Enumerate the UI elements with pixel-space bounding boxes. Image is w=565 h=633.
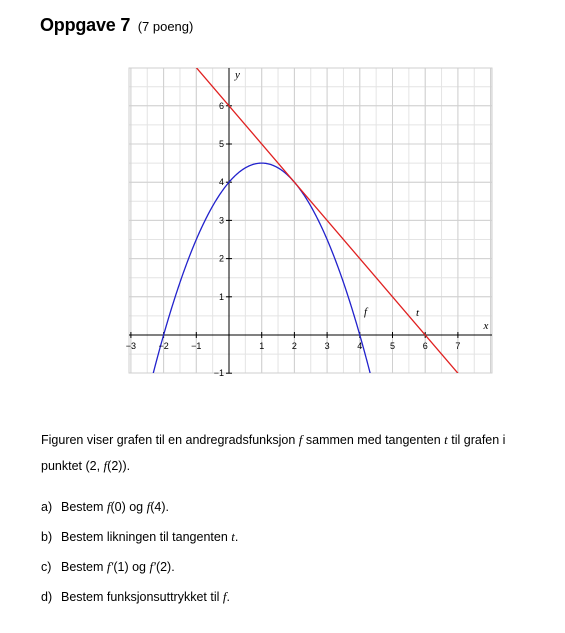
task-b-text1: Bestem likningen til tangenten xyxy=(61,530,232,544)
task-title: Oppgave 7 xyxy=(40,15,131,35)
x-tick-label: 2 xyxy=(291,341,297,351)
task-d-text1: Bestem funksjonsuttrykket til xyxy=(61,590,223,604)
intro-part1: Figuren viser grafen til en andregradsfunksjon xyxy=(41,433,299,447)
task-a-text2: (0) og xyxy=(110,500,147,514)
y-tick-label: 5 xyxy=(218,139,224,149)
line-label-t: t xyxy=(416,307,420,319)
y-tick-label: 4 xyxy=(218,177,224,188)
task-a-m1: f xyxy=(106,499,111,514)
task-a-m2: f xyxy=(146,499,151,514)
grid xyxy=(129,68,492,373)
task-a-label: a) xyxy=(41,500,53,514)
task-d xyxy=(41,589,230,605)
task-c-label: c) xyxy=(41,560,52,574)
x-axis-label: x xyxy=(483,320,489,332)
x-tick-label: −1 xyxy=(191,341,202,351)
x-tick-label: 1 xyxy=(259,341,265,351)
task-c xyxy=(41,559,175,575)
x-tick-label: 4 xyxy=(357,341,363,351)
curve-f xyxy=(151,163,390,400)
intro-fexpr: f xyxy=(103,458,108,473)
intro-f: f xyxy=(298,432,303,447)
task-b-m1: t xyxy=(231,529,235,544)
task-a-text1: Bestem xyxy=(61,500,107,514)
task-c-text3: (2). xyxy=(155,560,175,574)
task-points: (7 poeng) xyxy=(137,19,194,34)
task-c-text1: Bestem xyxy=(61,560,107,574)
x-tick-label: −2 xyxy=(158,341,169,351)
x-tick-label: −3 xyxy=(125,341,137,351)
intro-part3: til grafen i punktet (2, xyxy=(41,433,506,473)
x-tick-label: 5 xyxy=(389,341,396,351)
y-tick-label: −1 xyxy=(213,368,224,379)
intro-text xyxy=(41,427,541,479)
task-b xyxy=(41,529,238,545)
y-tick-label: 6 xyxy=(218,100,224,111)
task-d-m1: f xyxy=(222,589,227,604)
task-c-text2: (1) og xyxy=(113,560,150,574)
intro-part2: sammen med tangenten xyxy=(302,433,445,447)
y-tick-label: 2 xyxy=(218,253,224,264)
curve-label-f: f xyxy=(364,306,368,318)
task-c-m1: f′ xyxy=(106,559,114,574)
y-axis-label: y xyxy=(235,69,240,81)
task-b-text2: . xyxy=(234,530,239,544)
y-tick-label: 1 xyxy=(218,291,224,302)
task-a-text3: (4). xyxy=(150,500,169,514)
task-b-label: b) xyxy=(41,530,53,544)
x-tick-label: 3 xyxy=(324,341,330,351)
task-a xyxy=(41,499,169,515)
x-tick-label: 6 xyxy=(422,341,428,351)
intro-part4: (2)). xyxy=(107,459,131,473)
y-tick-label: 3 xyxy=(218,215,224,226)
x-tick-label: 7 xyxy=(455,341,461,351)
task-c-m2: f′ xyxy=(149,559,156,574)
intro-t: t xyxy=(444,432,448,447)
task-d-label: d) xyxy=(41,590,53,604)
task-d-text2: . xyxy=(226,590,230,604)
